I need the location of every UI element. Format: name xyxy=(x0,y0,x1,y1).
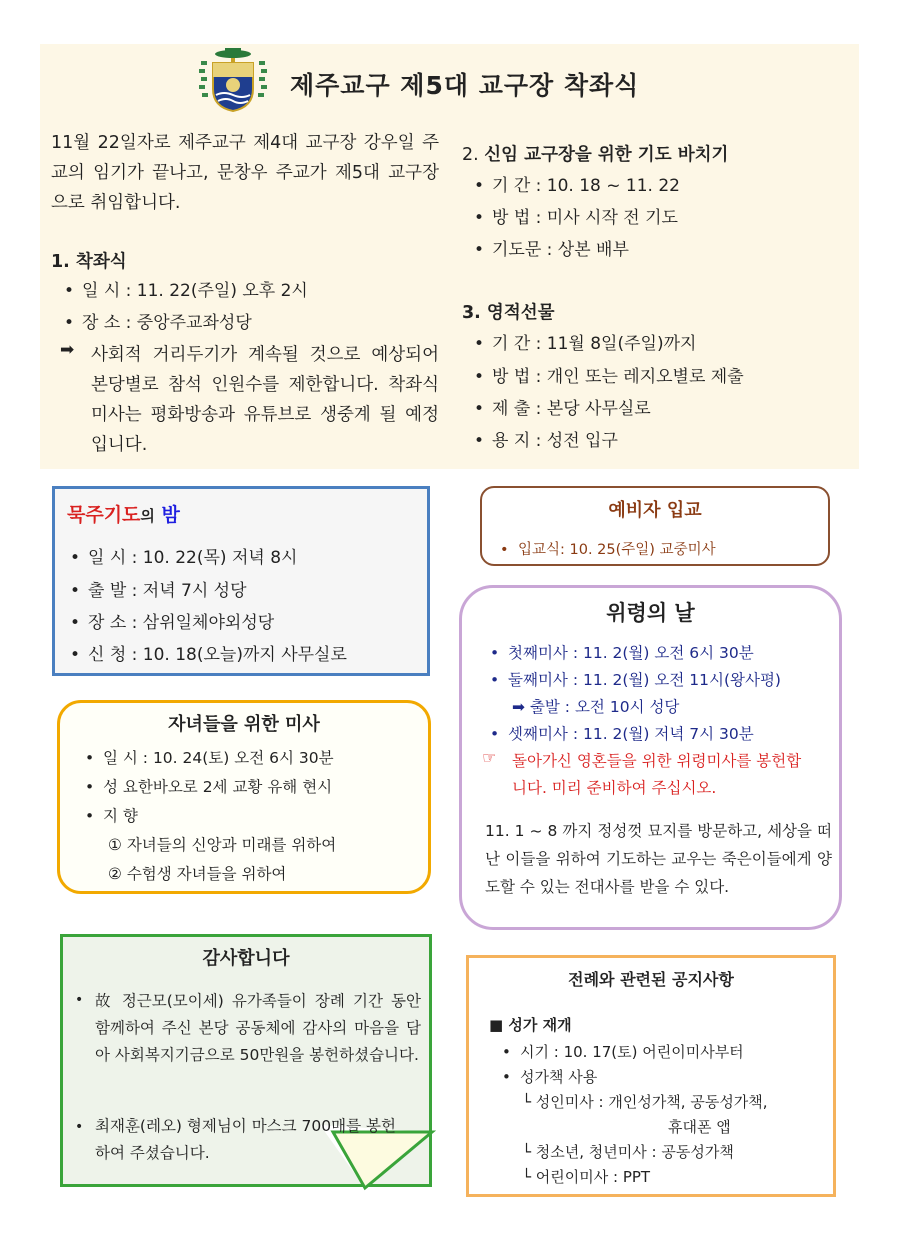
diocese-crest-icon xyxy=(198,45,268,115)
list-item: • 방 법 : 미사 시작 전 기도 xyxy=(474,208,678,228)
children-title: 자녀들을 위한 미사 xyxy=(168,714,320,735)
bullet: • xyxy=(75,1119,84,1135)
list-item: • 일 시 : 11. 22(주일) 오후 2시 xyxy=(64,281,308,301)
list-item: • 장 소 : 삼위일체야외성당 xyxy=(70,613,275,633)
list-item: • 일 시 : 10. 24(토) 오전 6시 30분 xyxy=(85,749,334,767)
list-item: • 기 간 : 10. 18 ~ 11. 22 xyxy=(474,176,680,196)
souls-title: 위령의 날 xyxy=(606,601,695,625)
list-item: • 제 출 : 본당 사무실로 xyxy=(474,399,651,419)
liturgy-heading: ■ 성가 재개 xyxy=(489,1016,572,1034)
liturgy-title: 전례와 관련된 공지사항 xyxy=(568,970,734,989)
section1-heading: 1. 착좌식 xyxy=(51,252,127,272)
list-item: • 입교식: 10. 25(주일) 교중미사 xyxy=(500,542,716,558)
list-item: 휴대폰 앱 xyxy=(668,1118,731,1136)
section3-heading: 3. 영적선물 xyxy=(462,303,555,323)
list-item: • 시기 : 10. 17(토) 어린이미사부터 xyxy=(502,1043,744,1061)
list-item: • 일 시 : 10. 22(목) 저녁 8시 xyxy=(70,548,298,568)
list-item: • 방 법 : 개인 또는 레지오별로 제출 xyxy=(474,367,744,387)
thanks-item: 故 정근모(모이세) 유가족들이 장례 기간 동안 함께하여 주신 본당 공동체에 감사의 마음을 담아 사회복지기금으로 50만원을 봉헌하셨습니다. xyxy=(95,992,421,1064)
list-item: • 성가책 사용 xyxy=(502,1068,598,1086)
page-title: 제주교구 제5대 교구장 착좌식 xyxy=(290,71,640,100)
section2-heading: 2. 신임 교구장을 위한 기도 바치기 xyxy=(462,145,729,165)
list-item: • 지 향 xyxy=(85,807,138,825)
list-item: • 둘째미사 : 11. 2(월) 오전 11시(왕사평) xyxy=(490,671,781,689)
catechumen-title: 예비자 입교 xyxy=(608,500,702,521)
pointing-hand-icon: ☞ xyxy=(482,748,497,767)
list-item: • 용 지 : 성전 입구 xyxy=(474,431,618,451)
list-item: └ 어린이미사 : PPT xyxy=(522,1168,651,1186)
arrow-icon: ➡ xyxy=(512,698,525,716)
list-item: • 출 발 : 저녁 7시 성당 xyxy=(70,581,247,601)
list-item: • 셋째미사 : 11. 2(월) 저녁 7시 30분 xyxy=(490,725,754,743)
souls-note: 돌아가신 영혼들을 위한 위령미사를 봉헌합니다. 미리 준비하여 주십시오. xyxy=(512,752,802,797)
list-item: • 기도문 : 상본 배부 xyxy=(474,240,629,260)
list-item: └ 청소년, 청년미사 : 공동성가책 xyxy=(522,1143,734,1161)
list-item: • 신 청 : 10. 18(오늘)까지 사무실로 xyxy=(70,645,347,665)
arrow-icon: ➡ xyxy=(60,340,75,360)
souls-body: 11. 1 ~ 8 까지 정성껏 묘지를 방문하고, 세상을 떠난 이들을 위하여 기도하는 교우는 죽은이들에게 양도할 수 있는 전대사를 받을 수 있다. xyxy=(485,822,832,896)
list-item: • 성 요한바오로 2세 교황 유해 현시 xyxy=(85,778,333,796)
thanks-item: 최재훈(레오) 형제님이 마스크 700매를 봉헌하여 주셨습니다. xyxy=(95,1117,396,1162)
intro-text: 11월 22일자로 제주교구 제4대 교구장 강우일 주교의 임기가 끝나고, 문창우 주교가 제5대 교구장으로 취임합니다. xyxy=(51,133,439,213)
list-item: • 첫째미사 : 11. 2(월) 오전 6시 30분 xyxy=(490,644,754,662)
list-item: • 장 소 : 중앙주교좌성당 xyxy=(64,313,252,333)
list-item: └ 성인미사 : 개인성가책, 공동성가책, xyxy=(522,1093,768,1111)
list-item: ② 수험생 자녀들을 위하여 xyxy=(108,865,287,883)
section1-note: 사회적 거리두기가 계속될 것으로 예상되어 본당별로 참석 인원수를 제한합니다. 착좌식 미사는 평화방송과 유튜브로 생중계 될 예정입니다. xyxy=(91,345,439,455)
list-item: • 기 간 : 11월 8일(주일)까지 xyxy=(474,334,697,354)
list-item: ➡ 출발 : 오전 10시 성당 xyxy=(512,698,680,716)
bullet: • xyxy=(75,992,84,1008)
thanks-title: 감사합니다 xyxy=(202,948,290,969)
rosary-title: 묵주기도의 밤 xyxy=(67,504,180,526)
list-item: ① 자녀들의 신앙과 미래를 위하여 xyxy=(108,836,337,854)
square-icon: ■ xyxy=(489,1016,504,1034)
